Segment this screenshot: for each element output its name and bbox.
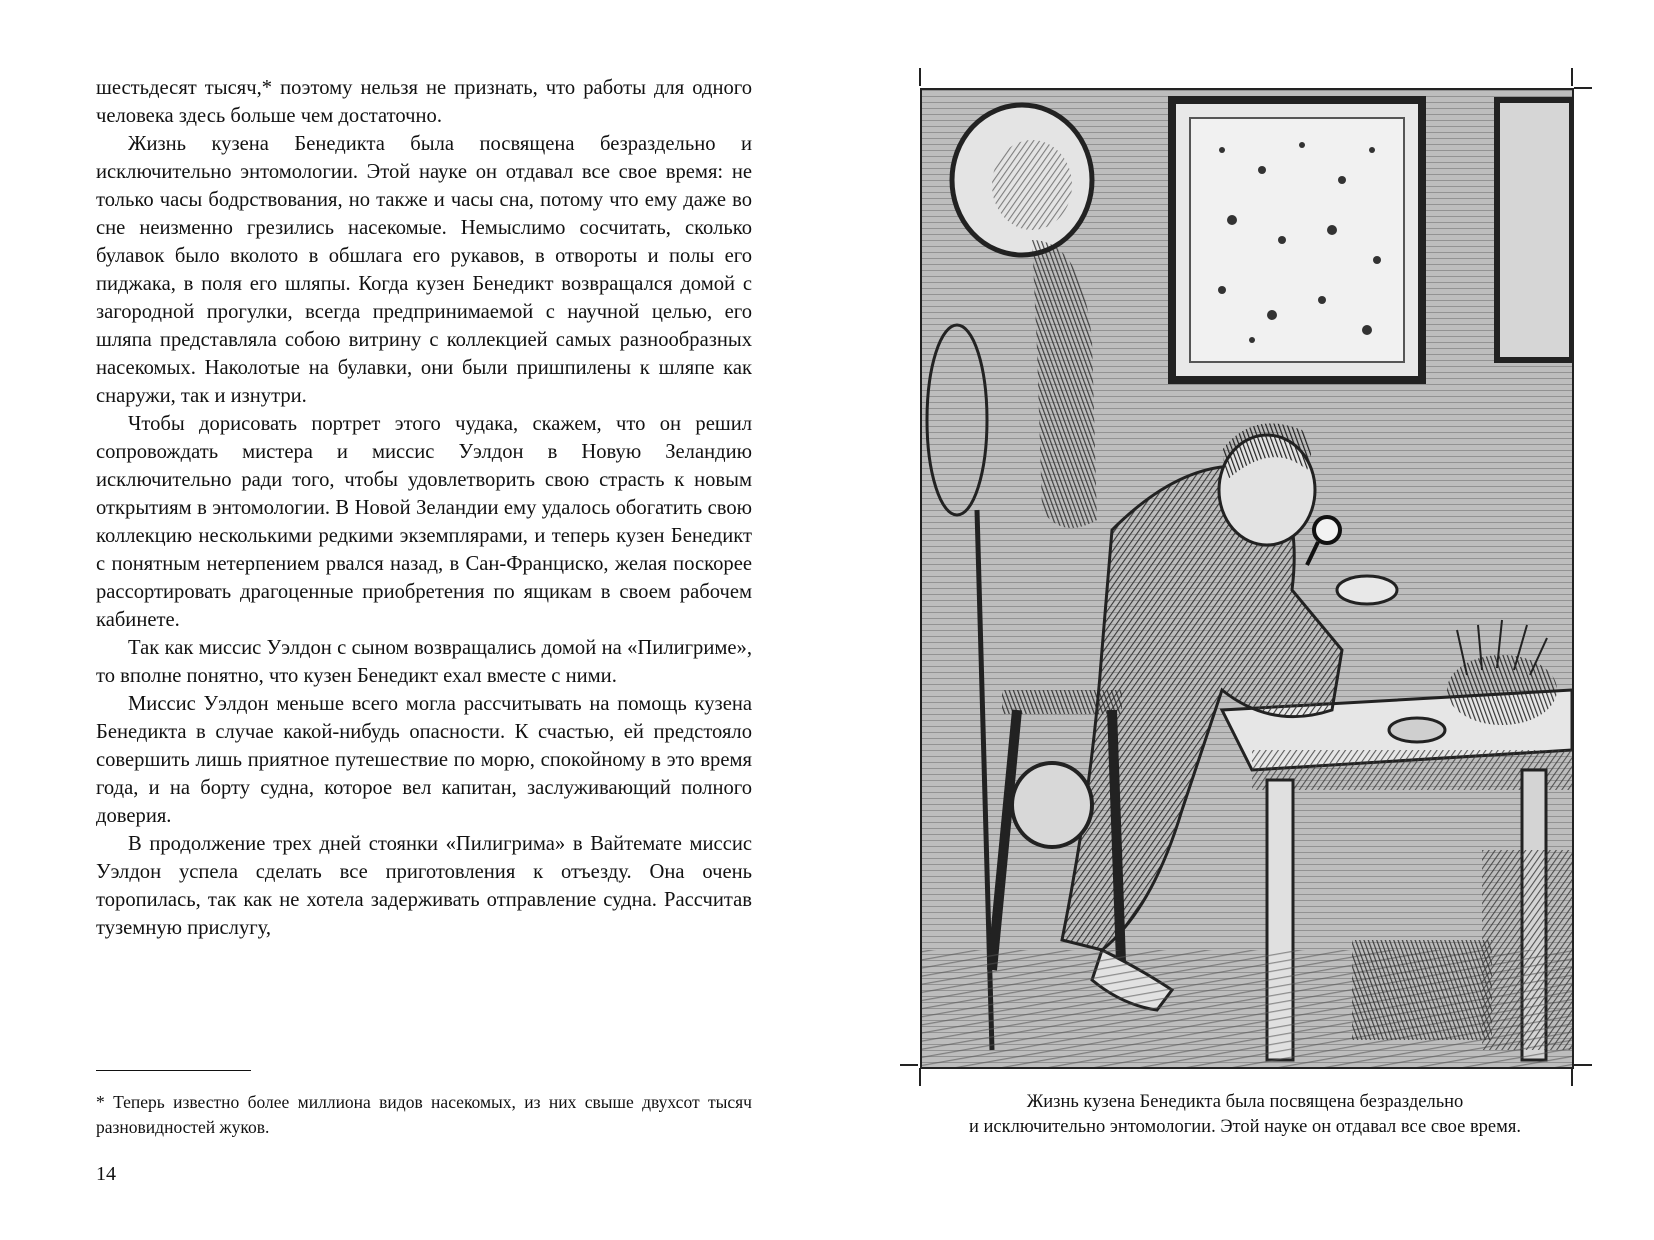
crop-mark-bottom-right — [1571, 1068, 1573, 1086]
engraving-image — [922, 90, 1572, 1067]
illustration-caption — [895, 1090, 1595, 1140]
crop-mark-top-right — [1571, 68, 1573, 86]
paragraph-6: В продолжение трех дней стоянки «Пилигрима» в Вайтемате миссис Уэлдон успела сделать все приготовления к отъезду. Она очень торопилась, так как не хотела задерживать отправление судна. Рассчитав туземную прислугу, — [96, 833, 752, 939]
paragraph-2: Жизнь кузена Бенедикта была посвящена безраздельно и исключительно энтомологии. Этой науке он отдавал все свое время: не только часы бодрствования, но также и часы сна, потому что ему даже во сне неизменно грезились насекомые. Немыслимо сосчитать, сколько булавок было вколото в обшлага его рукавов, в отвороты и полы его пиджака, в поля его шляпы. Когда кузен Бенедикт возвращался домой с загородной прогулки, всегда предпринимаемой с научной целью, его шляпа представляла собою витрину с коллекцией самых разнообразных насекомых. Наколотые на булавки, они были пришпилены к шляпе как снаружи, так и изнутри. — [96, 133, 752, 407]
paragraph-1: шестьдесят тысяч,* поэтому нельзя не признать, что работы для одного человека здесь больше чем достаточно. — [96, 77, 752, 127]
footnote-divider — [96, 1070, 251, 1071]
crop-mark-right-top — [1574, 87, 1592, 89]
paragraph-5: Миссис Уэлдон меньше всего могла рассчитывать на помощь кузена Бенедикта в случае какой-нибудь опасности. К счастью, ей предстояло совершить лишь приятное путешествие по морю, спокойному в это время года, и на борту судна, которое вел капитан, заслуживающий полного доверия. — [96, 693, 752, 827]
paragraph-3: Чтобы дорисовать портрет этого чудака, скажем, что он решил сопровождать мистера и миссис Уэлдон в Новую Зеландию исключительно ради того, чтобы удовлетворить свою страсть к новым открытиям в энтомологии. В Новой Зеландии ему удалось обогатить свою коллекцию несколькими редкими экземплярами, и теперь кузен Бенедикт с понятным нетерпением рвался назад, в Сан-Франциско, желая поскорее рассортировать драгоценные приобретения по ящикам в своем рабочем кабинете. — [96, 413, 752, 631]
crop-mark-bottom-left — [919, 1068, 921, 1086]
caption-line-1: Жизнь кузена Бенедикта была посвящена безраздельно — [1026, 1092, 1464, 1112]
page-number: 14 — [96, 1163, 116, 1185]
left-page-text — [96, 74, 752, 942]
footnote: * Теперь известно более миллиона видов насекомых, из них свыше двухсот тысяч разновидностей жуков. — [96, 1092, 752, 1137]
crop-mark-top-left — [919, 68, 921, 86]
illustration — [920, 88, 1574, 1069]
crop-mark-right-bottom — [1574, 1064, 1592, 1066]
paragraph-4: Так как миссис Уэлдон с сыном возвращались домой на «Пилигриме», то вполне понятно, что кузен Бенедикт ехал вместе с ними. — [96, 637, 752, 687]
crop-mark-left-bottom — [900, 1064, 918, 1066]
caption-line-2: и исключительно энтомологии. Этой науке он отдавал все свое время. — [969, 1117, 1521, 1137]
